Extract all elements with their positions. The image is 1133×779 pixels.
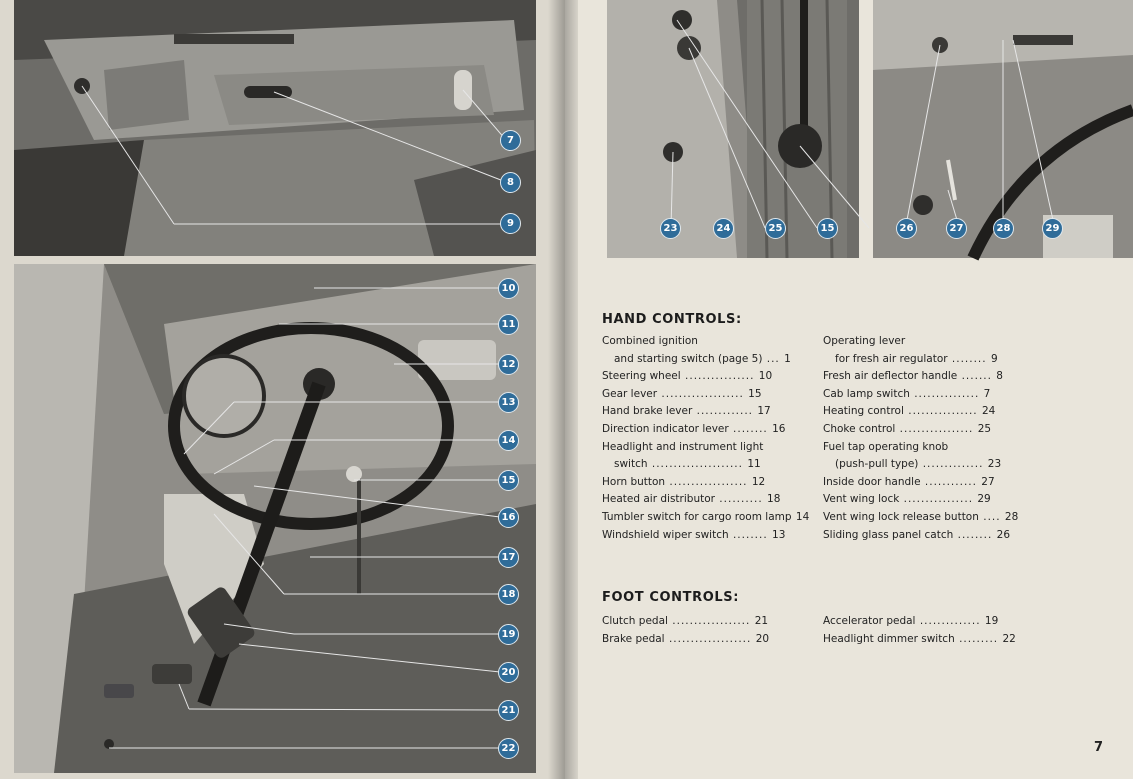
callout-20: 20	[498, 662, 519, 683]
reference-number: 29	[977, 493, 991, 506]
control-list-item	[823, 526, 1031, 544]
control-label: Direction indicator lever	[602, 423, 729, 435]
leader-dots: .........	[954, 632, 1003, 645]
control-list-item	[602, 612, 807, 630]
control-label: Heated air distributor	[602, 493, 715, 506]
leader-dots: ...................	[664, 632, 756, 645]
reference-number: 22	[1002, 632, 1016, 645]
right-page	[565, 0, 1133, 779]
leader-dots: .............	[692, 405, 758, 418]
reference-number: 19	[984, 615, 999, 627]
callout-19: 19	[498, 624, 519, 645]
leader-dots: ..................	[667, 615, 755, 627]
control-label: Windshield wiper switch	[602, 528, 729, 541]
photo-door-panel	[873, 0, 1133, 258]
control-label: Tumbler switch for cargo room lamp	[602, 511, 792, 523]
control-label: Fuel tap operating knob	[823, 440, 949, 453]
control-list-item	[823, 367, 1031, 385]
control-list-item	[823, 438, 1031, 456]
leader-dots: .................	[895, 423, 978, 435]
leader-dots: ........	[728, 423, 773, 435]
reference-number: 26	[996, 528, 1011, 541]
callout-16: 16	[498, 507, 519, 528]
callout-18: 18	[498, 584, 519, 605]
callout-29: 29	[1042, 218, 1063, 239]
control-list-item	[602, 490, 807, 508]
reference-number: 21	[754, 615, 769, 627]
reference-number: 28	[1004, 511, 1019, 523]
foot-controls-heading: FOOT CONTROLS:	[602, 590, 740, 605]
leader-dots: ..........	[714, 493, 768, 506]
reference-number: 25	[977, 423, 992, 435]
control-list-item	[823, 630, 1031, 648]
book-spine	[548, 0, 578, 779]
control-list-item	[823, 473, 1031, 491]
control-list-item	[602, 402, 807, 420]
control-list-item	[602, 385, 807, 403]
reference-number: 14	[795, 511, 810, 523]
control-list-item	[602, 473, 807, 491]
leader-dots: ........	[947, 352, 991, 365]
leader-dots: ........	[953, 528, 997, 541]
control-label: Brake pedal	[602, 632, 665, 645]
reference-number: 20	[755, 632, 770, 645]
control-label: Choke control	[823, 423, 896, 435]
callout-28: 28	[993, 218, 1014, 239]
control-label: Clutch pedal	[602, 615, 668, 627]
reference-number: 23	[987, 458, 1002, 471]
photo-cab-interior	[14, 264, 536, 773]
reference-number: 18	[767, 493, 781, 506]
control-label: Inside door handle	[823, 475, 921, 488]
photo-floor-controls	[607, 0, 859, 258]
leader-dots: ................	[680, 370, 759, 383]
callout-15: 15	[498, 470, 519, 491]
photo-dashboard-top	[14, 0, 536, 256]
control-list-item	[823, 385, 1031, 403]
reference-number: 7	[983, 387, 991, 400]
leader-dots: .....................	[647, 458, 748, 471]
leader-dots: ...	[762, 352, 785, 365]
control-list-item	[602, 420, 807, 438]
callout-24: 24	[713, 218, 734, 239]
dashboard-top-illustration	[14, 0, 536, 256]
reference-number: 24	[981, 405, 996, 418]
control-list-item	[835, 350, 1031, 368]
control-list-item	[835, 455, 1031, 473]
control-label: Steering wheel	[602, 370, 681, 383]
control-label: Vent wing lock	[823, 493, 900, 506]
control-label: switch	[614, 458, 648, 471]
control-list-item	[602, 367, 807, 385]
control-label: Horn button	[602, 475, 666, 488]
left-page	[0, 0, 565, 779]
reference-number: 12	[751, 475, 766, 488]
callout-10: 10	[498, 278, 519, 299]
callout-13: 13	[498, 392, 519, 413]
control-label: Gear lever	[602, 387, 658, 400]
control-list-item	[614, 455, 807, 473]
reference-number: 15	[748, 387, 762, 400]
control-label: Hand brake lever	[602, 405, 693, 418]
leader-dots: ..................	[665, 475, 752, 488]
leader-dots: .......	[957, 370, 997, 383]
control-list-item	[823, 490, 1031, 508]
callout-11: 11	[498, 314, 519, 335]
leader-dots: ...................	[657, 387, 749, 400]
control-label: Cab lamp switch	[823, 387, 910, 400]
control-label: Accelerator pedal	[823, 615, 916, 627]
control-list-item	[602, 508, 810, 526]
callout-15b: 15	[817, 218, 838, 239]
leader-dots: ................	[903, 405, 982, 418]
control-label: Headlight dimmer switch	[823, 632, 955, 645]
control-label: Vent wing lock release button	[823, 511, 979, 523]
callout-23: 23	[660, 218, 681, 239]
callout-12: 12	[498, 354, 519, 375]
leader-dots: ..............	[918, 458, 988, 471]
callout-21: 21	[498, 700, 519, 721]
control-label: Sliding glass panel catch	[823, 528, 954, 541]
control-list-item	[614, 350, 807, 368]
control-label: Combined ignition	[602, 335, 698, 347]
leader-dots: ...............	[909, 387, 984, 400]
reference-number: 10	[758, 370, 773, 383]
control-label: Headlight and instrument light	[602, 440, 764, 453]
reference-number: 16	[772, 423, 786, 435]
control-list-item	[823, 332, 1031, 350]
callout-9: 9	[500, 213, 521, 234]
control-list-item	[823, 612, 1031, 630]
control-list-item	[823, 402, 1031, 420]
leader-dots: ........	[728, 528, 773, 541]
control-list-item	[823, 508, 1031, 526]
reference-number: 9	[990, 352, 998, 365]
control-label: Operating lever	[823, 335, 906, 347]
leader-dots: ................	[899, 493, 978, 506]
control-label: Fresh air deflector handle	[823, 370, 958, 383]
reference-number: 11	[747, 458, 761, 471]
control-list-item	[602, 438, 807, 456]
leader-dots: ............	[920, 475, 982, 488]
control-list-item	[602, 630, 807, 648]
control-label: for fresh air regulator	[835, 352, 948, 365]
page-number: 7	[1093, 740, 1103, 755]
callout-25: 25	[765, 218, 786, 239]
callout-26: 26	[896, 218, 917, 239]
control-label: (push-pull type)	[835, 458, 919, 471]
callout-14: 14	[498, 430, 519, 451]
control-list-item	[602, 332, 807, 350]
callout-17: 17	[498, 547, 519, 568]
reference-number: 13	[772, 528, 786, 541]
cab-interior-illustration	[14, 264, 536, 773]
reference-number: 17	[757, 405, 771, 418]
control-list-item	[823, 420, 1031, 438]
hand-controls-heading: HAND CONTROLS:	[602, 312, 742, 327]
reference-number: 8	[996, 370, 1003, 383]
callout-27: 27	[946, 218, 967, 239]
control-label: Heating control	[823, 405, 904, 418]
callout-7: 7	[500, 130, 521, 151]
control-list-item	[602, 526, 807, 544]
reference-number: 27	[981, 475, 995, 488]
leader-dots: ....	[978, 511, 1005, 523]
callout-8: 8	[500, 172, 521, 193]
callout-22: 22	[498, 738, 519, 759]
leader-dots: ..............	[915, 615, 985, 627]
reference-number: 1	[784, 352, 791, 365]
control-label: and starting switch (page 5)	[614, 352, 763, 365]
